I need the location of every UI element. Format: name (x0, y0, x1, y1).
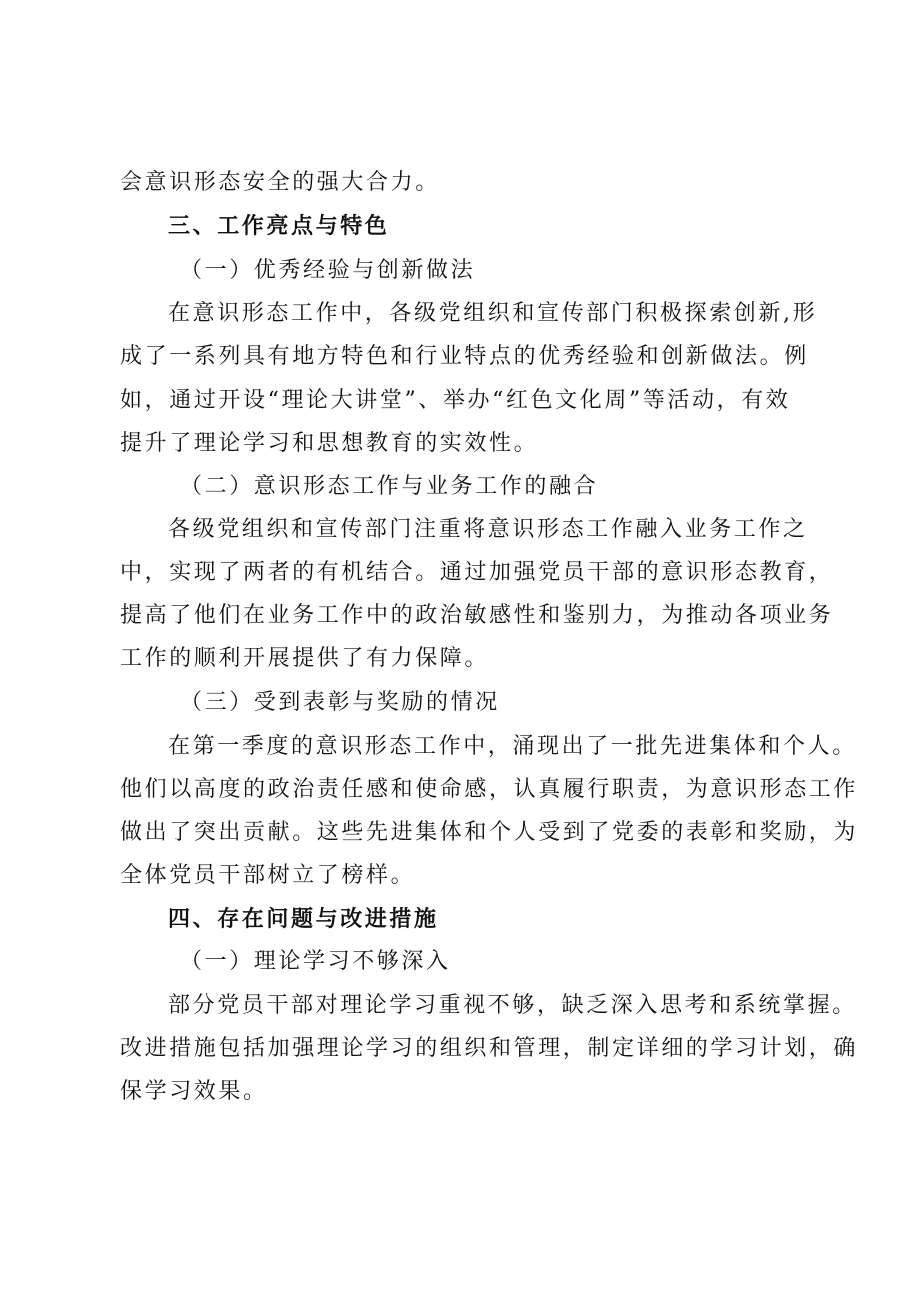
paragraph-line: 提升了理论学习和思想教育的实效性。 (120, 431, 539, 456)
section-heading: 四、存在问题与改进措施 (168, 906, 439, 932)
paragraph-line: 保学习效果。 (120, 1079, 268, 1104)
paragraph-line: 成了一系列具有地方特色和行业特点的优秀经验和创新做法。例 (120, 344, 809, 369)
paragraph-line: 在第一季度的意识形态工作中，涌现出了一批先进集体和个人。 (168, 734, 857, 759)
subsection-heading: （三）受到表彰与奖励的情况 (180, 690, 500, 715)
paragraph-line: 做出了突出贡献。这些先进集体和个人受到了党委的表彰和奖励，为 (120, 820, 859, 845)
paragraph-line: 会意识形态安全的强大合力。 (120, 170, 440, 195)
subsection-heading: （一）优秀经验与创新做法 (180, 258, 476, 283)
paragraph-line: 他们以高度的政治责任感和使命感，认真履行职责，为意识形态工作 (120, 777, 859, 802)
paragraph-line: 改进措施包括加强理论学习的组织和管理，制定详细的学习计划，确 (120, 1036, 859, 1061)
paragraph-line: 中，实现了两者的有机结合。通过加强党员干部的意识形态教育， (120, 560, 834, 585)
paragraph-line: 全体党员干部树立了榜样。 (120, 863, 416, 888)
paragraph-line: 如，通过开设“理论大讲堂”、举办“红色文化周”等活动，有效 (120, 388, 791, 413)
subsection-heading: （一）理论学习不够深入 (180, 949, 451, 974)
paragraph-line: 各级党组织和宣传部门注重将意识形态工作融入业务工作之 (168, 517, 808, 542)
section-heading: 三、工作亮点与特色 (168, 213, 390, 239)
paragraph-line: 工作的顺利开展提供了有力保障。 (120, 646, 490, 671)
subsection-heading: （二）意识形态工作与业务工作的融合 (180, 474, 599, 499)
paragraph-line: 部分党员干部对理论学习重视不够，缺乏深入思考和系统掌握。 (168, 993, 857, 1018)
paragraph-line: 提高了他们在业务工作中的政治敏感性和鉴别力，为推动各项业务 (120, 603, 834, 628)
paragraph-line: 在意识形态工作中，各级党组织和宣传部门积极探索创新,形 (168, 301, 818, 326)
